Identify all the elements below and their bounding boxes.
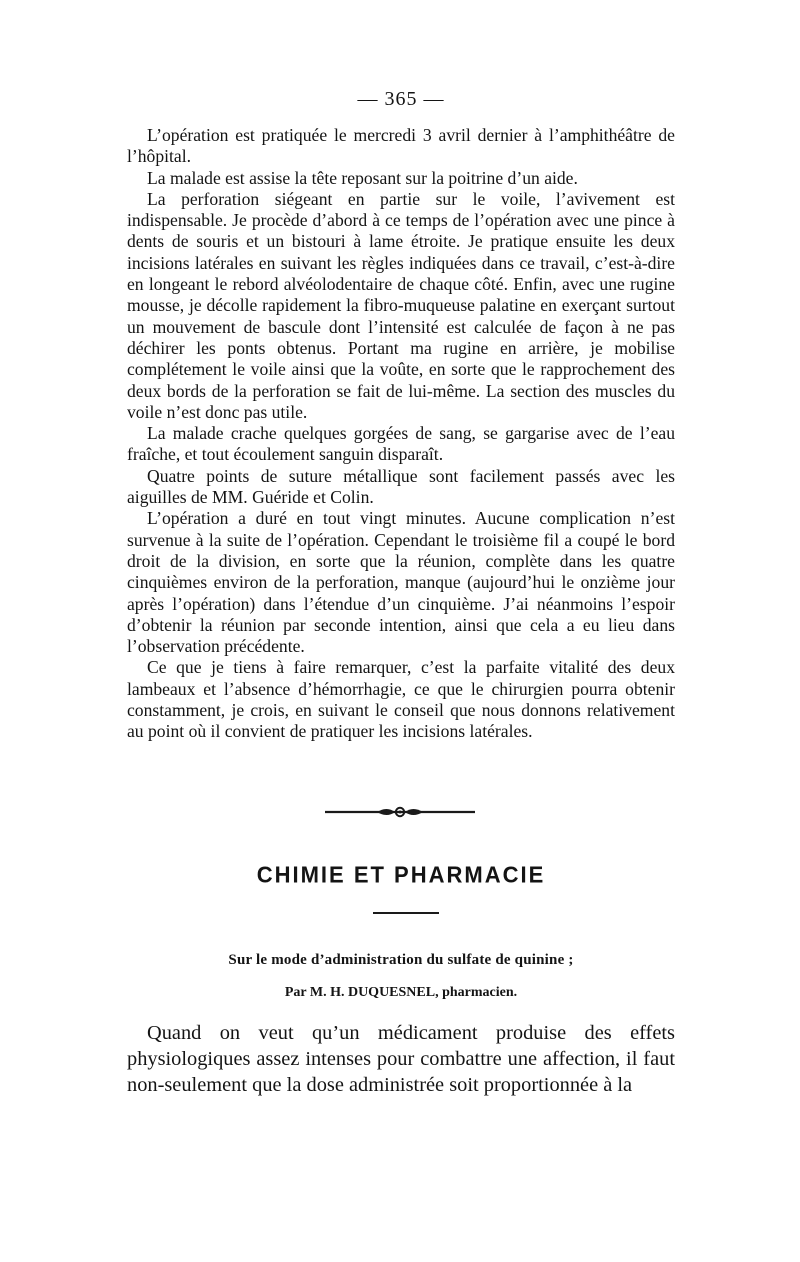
paragraph-3: La perforation siégeant en partie sur le voile, l’avivement est indispensable. Je procède d’abord à ce temps de l’opération avec une pince à dents de souris et un bistouri à lame étroite. Je pratique ensuite les deux incisions latérales en suivant les règles indiquées dans ce travail, c’est-à-dire en longeant le rebord alvéolodentaire de chaque côté. Enfin, avec une rugine mousse, je décolle rapidement la fibro-muqueuse palatine en exerçant surtout un mouvement de bascule dont l’intensité est calculée de façon à ne pas déchirer les ponts obtenus. Portant ma rugine en arrière, je mobilise complétement le voile ainsi que la voûte, en sorte que le rapprochement des deux bords de la perforation se fait de lui-même. La section des muscles du voile n’est donc pas utile. xyxy=(127,188,675,422)
paragraph-6: L’opération a duré en tout vingt minutes. Aucune complication n’est survenue à la suite de l’opération. Cependant le troisième fil a coupé le bord droit de la division, en sorte que la réunion, complète dans les quatre cinquièmes environ de la perforation, manque (aujourd’hui le onzième jour après l’opération) dans l’étendue d’un cinquième. J’ai néanmoins l’espoir d’obtenir la réunion par seconde intention, ainsi que cela a eu lieu dans l’observation précédente. xyxy=(127,508,675,657)
section-title: CHIMIE ET PHARMACIE xyxy=(256,861,546,888)
article-title: Sur le mode d’administration du sulfate de quinine ; xyxy=(228,952,574,968)
intro-paragraph: Quand on veut qu’un médicament produise des effets physiologiques assez intenses pour combattre une affection, il faut non-seulement que la dose administrée soit proportionnée à la xyxy=(127,1022,675,1096)
paragraph-2: La malade est assise la tête reposant sur la poitrine d’un aide. xyxy=(147,167,578,188)
observation-text xyxy=(127,125,675,743)
decorative-rule-icon xyxy=(325,802,475,822)
paragraph-4: La malade crache quelques gorgées de sang, se gargarise avec de l’eau fraîche, et tout écoulement sanguin disparaît. xyxy=(127,423,675,465)
paragraph-1: L’opération est pratiquée le mercredi 3 avril dernier à l’amphithéâtre de l’hôpital. xyxy=(127,125,675,167)
article-intro xyxy=(127,1020,675,1098)
paragraph-5: Quatre points de suture métallique sont facilement passés avec les aiguilles de MM. Guéride et Colin. xyxy=(127,465,675,508)
article-author: Par M. H. DUQUESNEL, pharmacien. xyxy=(284,985,518,1000)
title-divider xyxy=(373,912,439,914)
page-number: — 365 — xyxy=(357,88,445,110)
paragraph-7: Ce que je tiens à faire remarquer, c’est la parfaite vitalité des deux lambeaux et l’absence d’hémorrhagie, ce que le chirurgien pourra obtenir constamment, je crois, en suivant le conseil que nous donnons relativement au point où il convient de pratiquer les incisions latérales. xyxy=(127,657,675,742)
